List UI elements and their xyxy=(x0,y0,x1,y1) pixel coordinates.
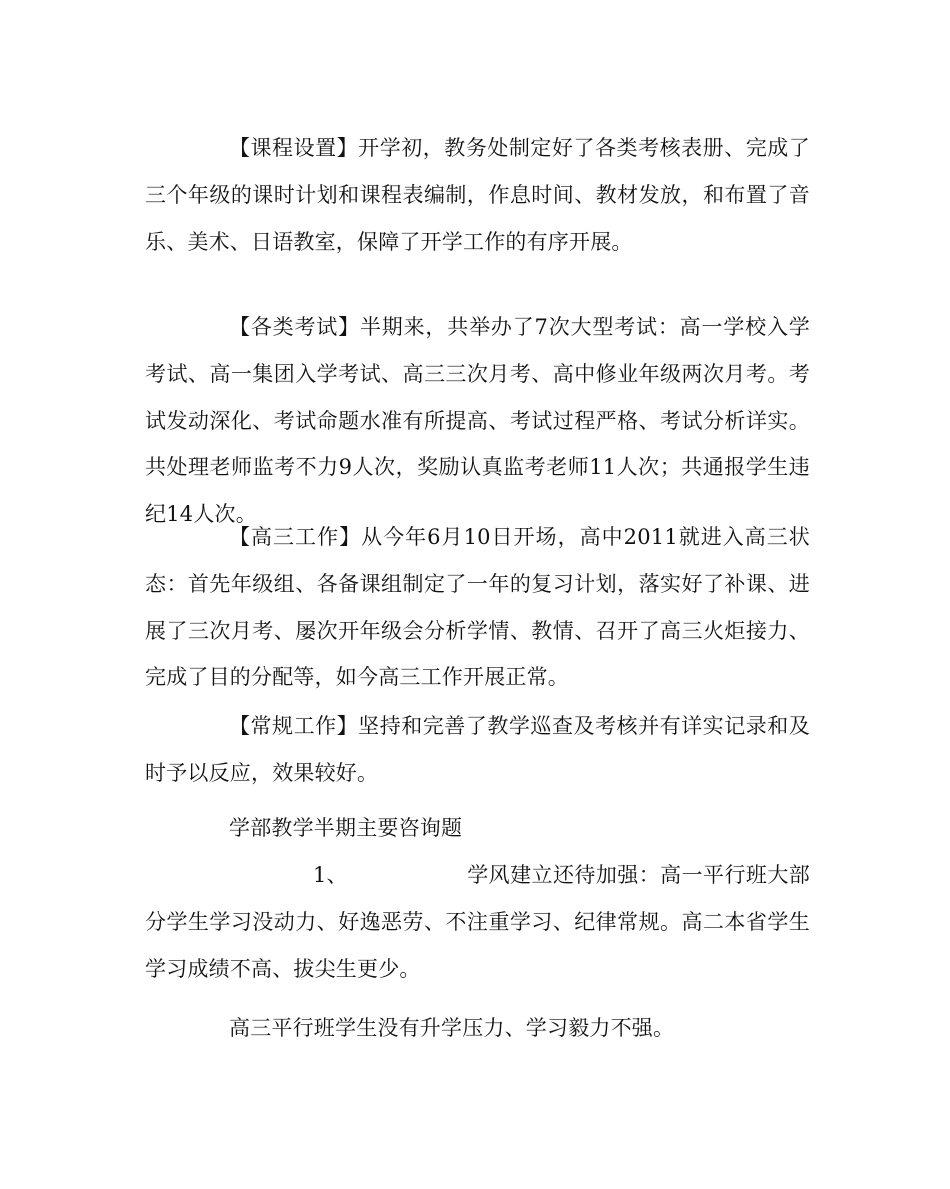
list-item-text: 学风建立还待加强：高一平行班大部分学生学习没动力、好逸恶劳、不注重学习、纪律常规。高二本省学生学习成绩不高、拔尖生更少。 xyxy=(145,863,810,981)
list-item-number: 1、 xyxy=(313,863,348,887)
section-heading: 学部教学半期主要咨询题 xyxy=(229,816,463,840)
paragraph-course-setup: 【课程设置】开学初，教务处制定好了各类考核表册、完成了三个年级的课时计划和课程表编制，作息时间、教材发放，和布置了音乐、美术、日语教室，保障了开学工作的有序开展。 xyxy=(145,136,810,254)
paragraph-routine-work: 【常规工作】坚持和完善了教学巡查及考核并有详实记录和及时予以反应，效果较好。 xyxy=(145,714,810,785)
paragraph-senior-three-issue: 高三平行班学生没有升学压力、学习毅力不强。 xyxy=(229,1016,675,1040)
paragraph-exams: 【各类考试】半期来，共举办了7次大型考试：高一学校入学考试、高一集团入学考试、高三三次月考、高中修业年级两次月考。考试发动深化、考试命题水准有所提高、考试过程严格、考试分析详实。共处理老师监考不力9人次，奖励认真监考老师11人次；共通报学生违纪14人次。 xyxy=(145,315,810,527)
list-item-1 xyxy=(145,852,810,992)
paragraph-senior-three-work: 【高三工作】从今年6月10日开场，高中2011就进入高三状态：首先年级组、各备课组制定了一年的复习计划，落实好了补课、进展了三次月考、屡次开年级会分析学情、教情、召开了高三火炬接力、完成了目的分配等，如今高三工作开展正常。 xyxy=(145,525,810,690)
